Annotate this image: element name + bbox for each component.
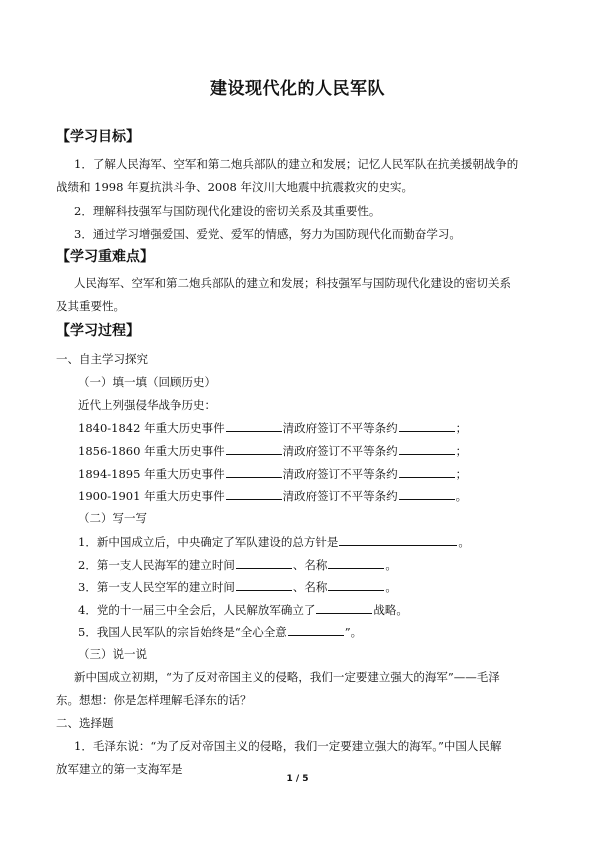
question-2-text: 2．第一支人民海军的建立时间: [78, 558, 235, 572]
answer-blank[interactable]: [316, 602, 372, 614]
question-5: [78, 624, 546, 639]
objective-1-line-1: 1．了解人民海军、空军和第二炮兵部队的建立和发展；记忆人民军队在抗美援朝战争的: [74, 157, 519, 171]
row-end: ；: [455, 444, 468, 458]
answer-blank[interactable]: [339, 534, 457, 546]
date-blank[interactable]: [236, 557, 292, 569]
objectives-heading: 【学习目标】: [56, 129, 140, 145]
row-end: ；: [455, 421, 468, 435]
name-label: 、名称: [292, 558, 328, 572]
treaty-label: 清政府签订不平等条约: [282, 467, 398, 481]
event-blank[interactable]: [226, 443, 282, 455]
question-end: ”。: [344, 625, 363, 639]
treaty-label: 清政府签订不平等条约: [282, 489, 398, 503]
question-end: 。: [385, 558, 397, 572]
subsection-fill-in: （一）填一填（回顾历史）: [78, 375, 216, 389]
event-blank[interactable]: [226, 420, 282, 432]
section-2-title: 二、选择题: [56, 716, 114, 730]
process-heading: 【学习过程】: [56, 323, 140, 339]
section-1-title: 一、自主学习探究: [56, 352, 148, 366]
row-end: 。: [455, 489, 468, 503]
keypoints-heading: 【学习重难点】: [56, 249, 154, 265]
question-1: [78, 534, 546, 549]
say-line-1: 新中国成立初期，“为了反对帝国主义的侵略，我们一定要建立强大的海军”——毛泽: [74, 670, 500, 684]
page-title: 建设现代化的人民军队: [210, 79, 385, 99]
event-blank[interactable]: [226, 466, 282, 478]
page-number: 1 / 5: [286, 774, 309, 784]
choice-1-line-2: 放军建立的第一支海军是: [56, 762, 183, 776]
war-event-label: 1900-1901 年重大历史事件: [78, 489, 225, 503]
question-3: [78, 579, 546, 594]
question-1-text: 1．新中国成立后，中央确定了军队建设的总方针是: [78, 535, 339, 549]
date-blank[interactable]: [236, 579, 292, 591]
war-row: [78, 466, 546, 481]
keypoints-line-1: 人民海军、空军和第二炮兵部队的建立和发展；科技强军与国防现代化建设的密切关系: [74, 276, 511, 290]
keypoints-line-2: 及其重要性。: [56, 299, 125, 313]
war-row: [78, 420, 546, 435]
question-4-text: 4．党的十一届三中全会后，人民解放军确立了: [78, 603, 316, 617]
event-blank[interactable]: [226, 488, 282, 500]
subsection-write: （二）写一写: [78, 511, 147, 525]
subsection-say: （三）说一说: [78, 647, 147, 661]
objective-1-line-2: 战绩和 1998 年夏抗洪斗争、2008 年汶川大地震中抗震救灾的史实。: [56, 180, 413, 194]
treaty-blank[interactable]: [399, 443, 455, 455]
treaty-blank[interactable]: [399, 420, 455, 432]
question-3-text: 3．第一支人民空军的建立时间: [78, 580, 235, 594]
choice-1-line-1: 1．毛泽东说：“为了反对帝国主义的侵略，我们一定要建立强大的海军。”中国人民解: [74, 739, 502, 753]
name-blank[interactable]: [328, 557, 384, 569]
question-5-text: 5．我国人民军队的宗旨始终是“全心全意: [78, 625, 287, 639]
objective-3: 3．通过学习增强爱国、爱党、爱军的情感，努力为国防现代化而勤奋学习。: [74, 227, 461, 241]
war-row: [78, 488, 546, 503]
treaty-label: 清政府签订不平等条约: [282, 444, 398, 458]
answer-blank[interactable]: [288, 624, 344, 636]
name-label: 、名称: [292, 580, 328, 594]
say-line-2: 东。想想：你是怎样理解毛泽东的话？: [56, 693, 252, 707]
treaty-blank[interactable]: [399, 466, 455, 478]
question-end: 战略。: [373, 603, 408, 617]
question-end: 。: [458, 535, 470, 549]
objective-2: 2．理解科技强军与国防现代化建设的密切关系及其重要性。: [74, 204, 381, 218]
question-end: 。: [385, 580, 397, 594]
treaty-blank[interactable]: [399, 488, 455, 500]
row-end: ；: [455, 467, 468, 481]
treaty-label: 清政府签订不平等条约: [282, 421, 398, 435]
question-4: [78, 602, 546, 617]
war-event-label: 1856-1860 年重大历史事件: [78, 444, 225, 458]
war-row: [78, 443, 546, 458]
war-event-label: 1894-1895 年重大历史事件: [78, 467, 225, 481]
name-blank[interactable]: [328, 579, 384, 591]
question-2: [78, 557, 546, 572]
war-event-label: 1840-1842 年重大历史事件: [78, 421, 225, 435]
wars-intro: 近代上列强侵华战争历史：: [78, 398, 216, 412]
